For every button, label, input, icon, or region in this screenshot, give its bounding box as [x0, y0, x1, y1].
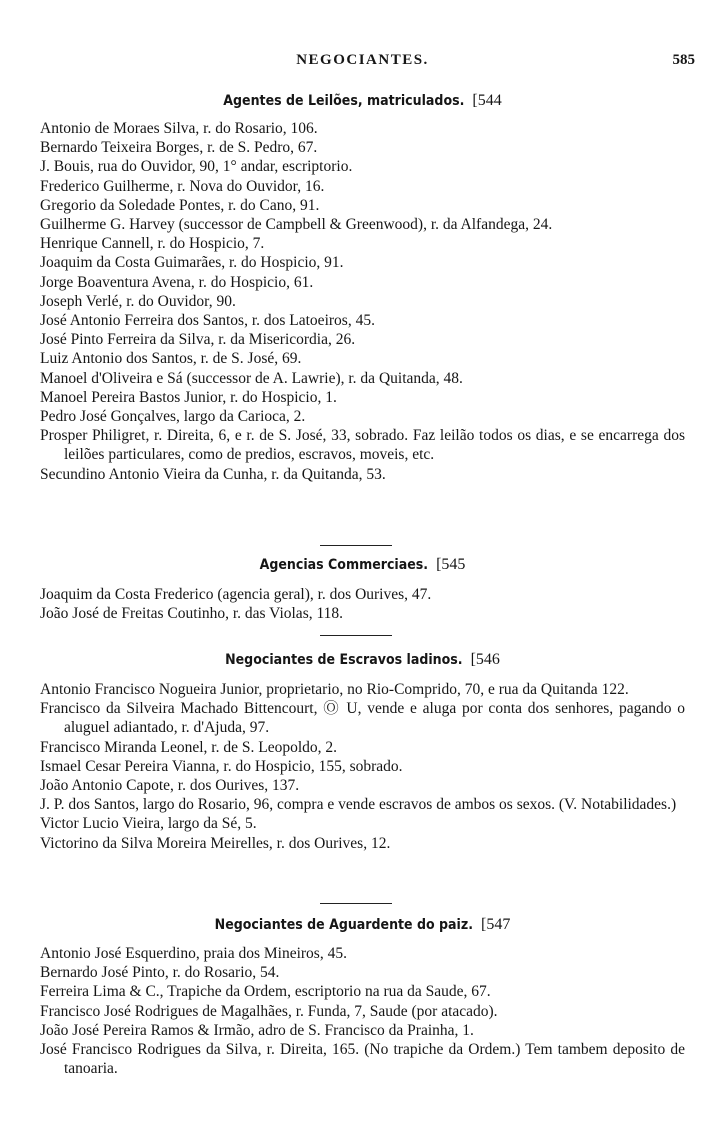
list-item: Secundino Antonio Vieira da Cunha, r. da Quitanda, 53. [40, 465, 386, 483]
section-number: [545 [436, 556, 466, 573]
list-item: José Pinto Ferreira da Silva, r. da Misericordia, 26. [40, 331, 356, 349]
section-title: Negociantes de Escravos ladinos. [225, 652, 463, 668]
list-item: Frederico Guilherme, r. Nova do Ouvidor, 16. [40, 177, 325, 195]
section-entries [40, 585, 685, 623]
section-divider [320, 635, 392, 636]
list-item: Victorino da Silva Moreira Meirelles, r. dos Ourives, 12. [40, 834, 391, 852]
list-item: Manoel Pereira Bastos Junior, r. do Hospicio, 1. [40, 388, 337, 406]
list-item: Antonio Francisco Nogueira Junior, proprietario, no Rio-Comprido, 70, e rua da Quitanda 122. [40, 681, 629, 698]
section-title: Negociantes de Aguardente do paiz. [214, 917, 473, 933]
section-title: Agencias Commerciaes. [259, 557, 429, 573]
section-heading [0, 651, 725, 669]
list-item: Jorge Boaventura Avena, r. do Hospicio, 61. [40, 273, 314, 291]
section-divider [320, 903, 392, 904]
section-heading [0, 916, 725, 934]
section-divider [320, 545, 392, 546]
running-head [0, 52, 725, 76]
section-entries [40, 119, 685, 484]
list-item: Francisco Miranda Leonel, r. de S. Leopoldo, 2. [40, 738, 338, 756]
section-title: Agentes de Leilões, matriculados. [223, 93, 465, 109]
list-item: José Francisco Rodrigues da Silva, r. Direita, 165. (No trapiche da Ordem.) Tem tambem deposito de tanoaria. [40, 1041, 685, 1078]
list-item: Bernardo Teixeira Borges, r. de S. Pedro, 67. [40, 139, 318, 157]
list-item: Joseph Verlé, r. do Ouvidor, 90. [40, 292, 236, 310]
list-item: João José de Freitas Coutinho, r. das Violas, 118. [40, 605, 344, 623]
list-item: Victor Lucio Vieira, largo da Sé, 5. [40, 815, 257, 833]
section-number: [547 [480, 916, 511, 933]
list-item: Francisco José Rodrigues de Magalhães, r. Funda, 7, Saude (por atacado). [40, 1002, 498, 1020]
list-item: J. P. dos Santos, largo do Rosario, 96, compra e vende escravos de ambos os sexos. (V. Notabilidades.) [40, 796, 677, 814]
section-number: [546 [470, 651, 500, 668]
list-item: Manoel d'Oliveira e Sá (successor de A. Lawrie), r. da Quitanda, 48. [40, 369, 463, 387]
list-item: Guilherme G. Harvey (successor de Campbell & Greenwood), r. da Alfandega, 24. [40, 216, 553, 234]
list-item: Joaquim da Costa Guimarães, r. do Hospicio, 91. [40, 254, 344, 272]
section-entries [40, 944, 685, 1078]
section-heading [0, 556, 725, 574]
list-item: Ismael Cesar Pereira Vianna, r. do Hospicio, 155, sobrado. [40, 757, 403, 775]
list-item: João Antonio Capote, r. dos Ourives, 137. [40, 777, 300, 795]
list-item: J. Bouis, rua do Ouvidor, 90, 1° andar, escriptorio. [40, 158, 353, 176]
list-item: João José Pereira Ramos & Irmão, adro de S. Francisco da Prainha, 1. [40, 1021, 474, 1039]
list-item: Antonio de Moraes Silva, r. do Rosario, 106. [40, 120, 318, 137]
section-entries [40, 680, 685, 853]
list-item: Antonio José Esquerdino, praia dos Mineiros, 45. [40, 945, 347, 962]
list-item: Luiz Antonio dos Santos, r. de S. José, 69. [40, 350, 302, 368]
list-item: José Antonio Ferreira dos Santos, r. dos Latoeiros, 45. [40, 312, 375, 330]
section-number: [544 [472, 92, 502, 109]
running-head-title: NEGOCIANTES. [296, 52, 429, 68]
list-item: Gregorio da Soledade Pontes, r. do Cano, 91. [40, 196, 320, 214]
list-item: Joaquim da Costa Frederico (agencia geral), r. dos Ourives, 47. [40, 586, 432, 603]
list-item: Prosper Philigret, r. Direita, 6, e r. de S. José, 33, sobrado. Faz leilão todos os dias, e se encarrega dos leilões particulares, como de predios, escravos, moveis, etc. [40, 427, 685, 464]
section-heading [0, 92, 725, 110]
page-number: 585 [672, 52, 695, 68]
list-item: Bernardo José Pinto, r. do Rosario, 54. [40, 964, 280, 982]
list-item: Pedro José Gonçalves, largo da Carioca, 2. [40, 408, 306, 426]
list-item: Ferreira Lima & C., Trapiche da Ordem, escriptorio na rua da Saude, 67. [40, 983, 491, 1001]
list-item: Francisco da Silveira Machado Bittencourt, Ⓞ U, vende e aluga por conta dos senhores, pagando o aluguel adiantado, r. d'Ajuda, 97. [40, 700, 685, 737]
list-item: Henrique Cannell, r. do Hospicio, 7. [40, 235, 265, 253]
